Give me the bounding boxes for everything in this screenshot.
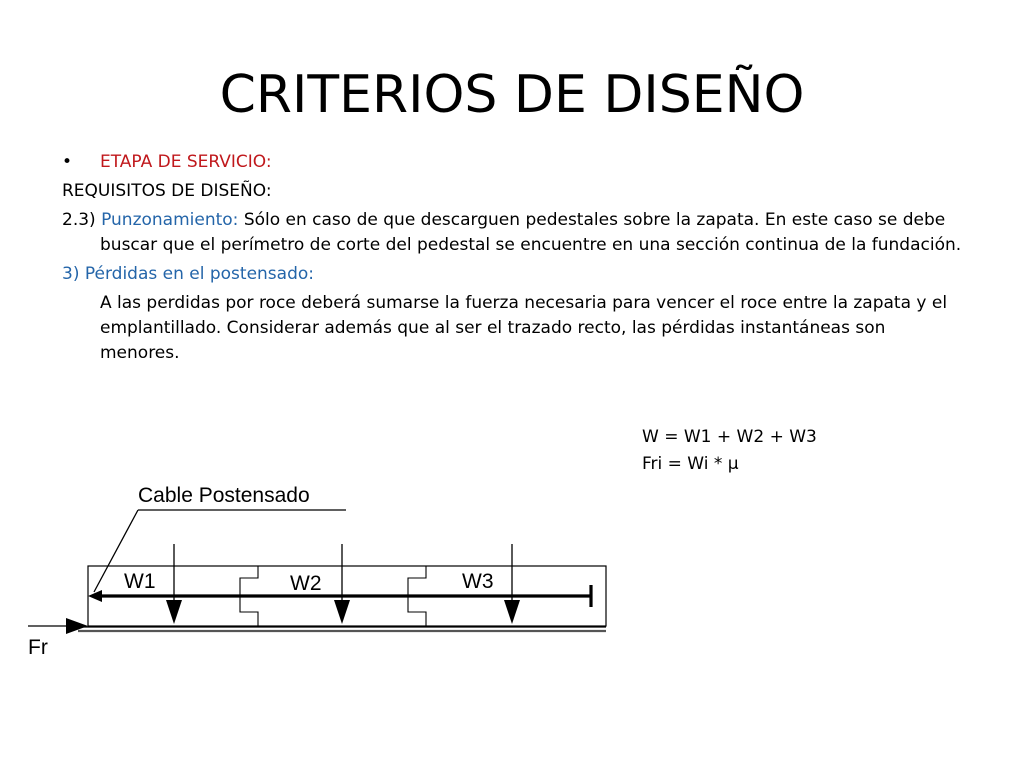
item-3-heading: 3) Pérdidas en el postensado: <box>62 264 314 284</box>
item-2-3-heading: Punzonamiento: <box>101 210 239 230</box>
weight-label-w3: W3 <box>462 570 494 593</box>
weight-label-w2: W2 <box>290 572 322 595</box>
cable-postensado-label: Cable Postensado <box>138 484 310 507</box>
formula-total-weight: W = W1 + W2 + W3 <box>642 427 817 447</box>
item-3-text: A las perdidas por roce deberá sumarse la fuerza necesaria para vencer el roce entre la zapata y el emplantillado. Considerar además que al ser el trazado recto, las pérdidas instantáneas son menores. <box>100 293 948 363</box>
formula-friction: Fri = Wi * µ <box>642 454 739 474</box>
item-2-3-text: Sólo en caso de que descarguen pedestales sobre la zapata. En este caso se debe buscar que el perímetro de corte del pedestal se encuentre en una sección continua de la fundación. <box>100 210 962 255</box>
slide-title: CRITERIOS DE DISEÑO <box>219 65 805 125</box>
weight-label-w1: W1 <box>124 570 156 593</box>
item-2-3-number: 2.3) <box>62 210 96 230</box>
bullet-icon: • <box>62 152 73 172</box>
stage-label: ETAPA DE SERVICIO: <box>100 152 272 172</box>
slide-body <box>62 150 962 370</box>
item-2-3 <box>62 208 962 258</box>
friction-label: Fr <box>28 636 48 659</box>
cable-anchor-arrow-icon <box>88 590 102 602</box>
load-arrow-w2-icon <box>334 600 350 624</box>
requirements-label: REQUISITOS DE DISEÑO: <box>62 181 272 201</box>
formula-block <box>642 424 817 478</box>
load-arrow-w1-icon <box>166 600 182 624</box>
footing-diagram <box>28 478 618 664</box>
load-arrow-w3-icon <box>504 600 520 624</box>
stage-bullet <box>62 150 962 175</box>
